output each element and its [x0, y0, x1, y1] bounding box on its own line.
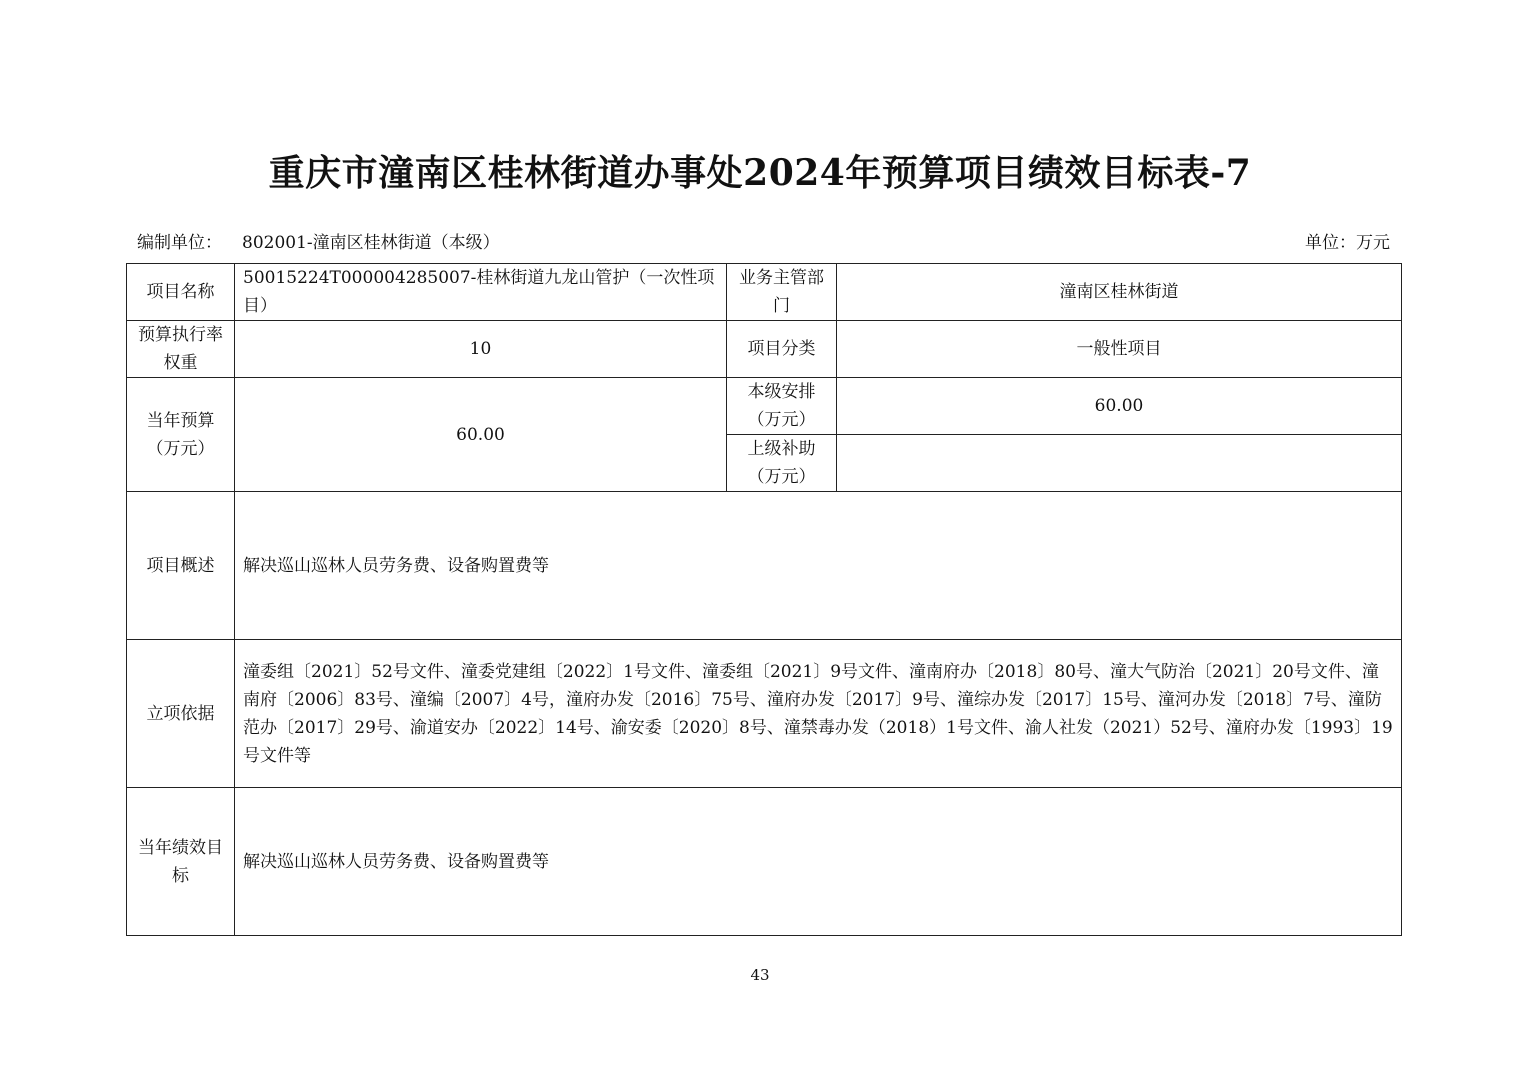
- local-label: 本级安排（万元）: [727, 378, 837, 435]
- table-row: [127, 640, 1402, 788]
- dept-value: 潼南区桂林街道: [837, 264, 1402, 321]
- project-name-label: 项目名称: [127, 264, 235, 321]
- budget-value: 60.00: [235, 378, 727, 492]
- dept-label: 业务主管部门: [727, 264, 837, 321]
- upper-label: 上级补助（万元）: [727, 435, 837, 492]
- budget-label: 当年预算（万元）: [127, 378, 235, 492]
- upper-value: [837, 435, 1402, 492]
- table-row: [127, 321, 1402, 378]
- local-value: 60.00: [837, 378, 1402, 435]
- performance-table: [126, 263, 1402, 936]
- weight-value: 10: [235, 321, 727, 378]
- category-label: 项目分类: [727, 321, 837, 378]
- table-row: [127, 492, 1402, 640]
- category-value: 一般性项目: [837, 321, 1402, 378]
- overview-value: 解决巡山巡林人员劳务费、设备购置费等: [235, 492, 1402, 640]
- goal-label: 当年绩效目标: [127, 788, 235, 936]
- table-row: [127, 264, 1402, 321]
- goal-value: 解决巡山巡林人员劳务费、设备购置费等: [235, 788, 1402, 936]
- table-row: [127, 788, 1402, 936]
- project-name-value: 50015224T000004285007-桂林街道九龙山管护（一次性项目）: [235, 264, 727, 321]
- compiling-unit-label: 编制单位：: [137, 233, 222, 253]
- currency-unit: 单位：万元: [1305, 233, 1390, 253]
- basis-value: 潼委组〔2021〕52号文件、潼委党建组〔2022〕1号文件、潼委组〔2021〕9号文件、潼南府办〔2018〕80号、潼大气防治〔2021〕20号文件、潼南府〔2006〕83号、潼编〔2007〕4号，潼府办发〔2016〕75号、潼府办发〔2017〕9号、潼综办发〔2017〕15号、潼河办发〔2018〕7号、潼防范办〔2017〕29号、渝道安办〔2022〕14号、渝安委〔2020〕8号、潼禁毒办发（2018）1号文件、渝人社发（2021）52号、潼府办发〔1993〕19号文件等: [235, 640, 1402, 788]
- page-title: 重庆市潼南区桂林街道办事处2024年预算项目绩效目标表-7: [268, 152, 1252, 194]
- page-number: 43: [750, 966, 770, 984]
- compiling-unit: [137, 228, 500, 253]
- overview-label: 项目概述: [127, 492, 235, 640]
- compiling-unit-value: 802001-潼南区桂林街道（本级）: [242, 233, 500, 253]
- basis-label: 立项依据: [127, 640, 235, 788]
- table-row: [127, 378, 1402, 435]
- weight-label: 预算执行率权重: [127, 321, 235, 378]
